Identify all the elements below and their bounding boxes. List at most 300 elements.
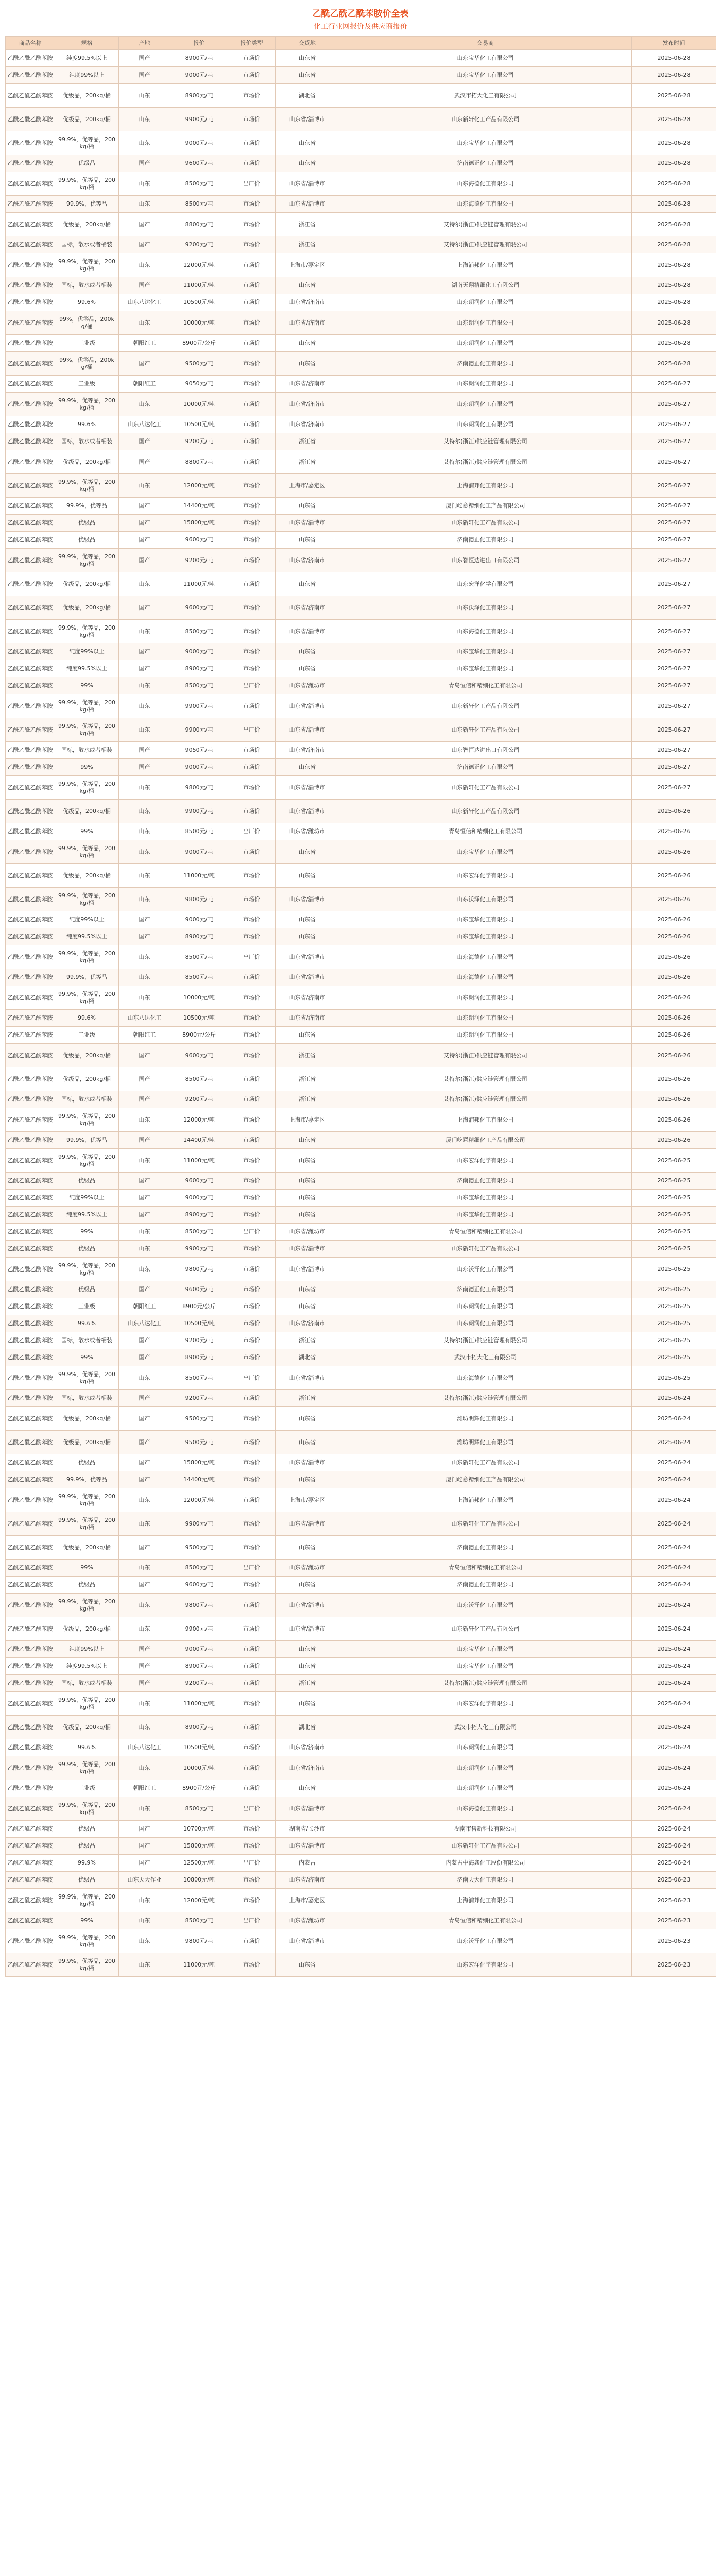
cell-publish-date: 2025-06-26	[632, 1044, 716, 1067]
cell-origin: 国产	[119, 1044, 170, 1067]
cell-publish-date: 2025-06-25	[632, 1332, 716, 1349]
cell-origin: 山东	[119, 1889, 170, 1912]
table-row	[6, 1132, 716, 1149]
cell-price-type: 市场价	[228, 1872, 276, 1889]
table-row	[6, 776, 716, 800]
cell-price: 12000元/吨	[170, 1889, 228, 1912]
cell-delivery-place: 山东省/济南市	[276, 416, 339, 433]
cell-delivery-place: 山东省/淄博市	[276, 694, 339, 718]
cell-publish-date: 2025-06-25	[632, 1173, 716, 1190]
cell-publish-date: 2025-06-24	[632, 1658, 716, 1675]
cell-price: 8900元/吨	[170, 1349, 228, 1366]
cell-price-type: 市场价	[228, 928, 276, 945]
cell-spec: 99.9%，优等品，200kg/桶	[55, 1258, 119, 1281]
cell-spec: 99.9%，优等品，200kg/桶	[55, 1797, 119, 1821]
cell-publish-date: 2025-06-26	[632, 928, 716, 945]
cell-dealer: 厦门屹意精细化工产品有限公司	[339, 498, 632, 515]
table-row	[6, 1780, 716, 1797]
cell-product-name: 乙酰乙酰乙酰苯胺	[6, 236, 55, 253]
cell-publish-date: 2025-06-28	[632, 253, 716, 277]
cell-delivery-place: 山东省/济南市	[276, 742, 339, 759]
cell-price: 9800元/吨	[170, 1929, 228, 1953]
cell-delivery-place: 山东省/济南市	[276, 549, 339, 572]
table-row	[6, 196, 716, 213]
cell-dealer: 山东宝华化工有限公司	[339, 1190, 632, 1207]
cell-origin: 国产	[119, 1349, 170, 1366]
cell-origin: 山东	[119, 1912, 170, 1929]
cell-origin: 山东	[119, 1594, 170, 1617]
cell-product-name: 乙酰乙酰乙酰苯胺	[6, 677, 55, 694]
cell-origin: 国产	[119, 1207, 170, 1224]
cell-origin: 国产	[119, 911, 170, 928]
cell-spec: 优级品，200kg/桶	[55, 1067, 119, 1091]
cell-spec: 99%，优等品，200kg/桶	[55, 352, 119, 376]
cell-dealer: 艾特尔(浙江)供应链管理有限公司	[339, 1675, 632, 1692]
table-row	[6, 1044, 716, 1067]
cell-dealer: 厦门屹意精细化工产品有限公司	[339, 1471, 632, 1488]
cell-origin: 山东八达化工	[119, 294, 170, 311]
cell-product-name: 乙酰乙酰乙酰苯胺	[6, 131, 55, 155]
cell-origin: 山东	[119, 131, 170, 155]
cell-origin: 山东	[119, 823, 170, 840]
cell-publish-date: 2025-06-26	[632, 1067, 716, 1091]
cell-price: 10000元/吨	[170, 311, 228, 335]
cell-price: 11000元/吨	[170, 1953, 228, 1977]
table-row	[6, 1560, 716, 1577]
table-row	[6, 986, 716, 1010]
cell-price-type: 市场价	[228, 1953, 276, 1977]
cell-price-type: 出厂价	[228, 1855, 276, 1872]
cell-price: 9600元/吨	[170, 1173, 228, 1190]
cell-product-name: 乙酰乙酰乙酰苯胺	[6, 1797, 55, 1821]
cell-product-name: 乙酰乙酰乙酰苯胺	[6, 1091, 55, 1108]
cell-delivery-place: 山东省/淄博市	[276, 888, 339, 911]
cell-publish-date: 2025-06-26	[632, 840, 716, 864]
cell-dealer: 山东沃泽化工有限公司	[339, 1594, 632, 1617]
cell-product-name: 乙酰乙酰乙酰苯胺	[6, 1315, 55, 1332]
cell-spec: 纯度99.5%以上	[55, 50, 119, 67]
cell-product-name: 乙酰乙酰乙酰苯胺	[6, 1872, 55, 1889]
cell-price-type: 市场价	[228, 1281, 276, 1298]
cell-price-type: 市场价	[228, 1332, 276, 1349]
cell-delivery-place: 山东省/淄博市	[276, 1512, 339, 1536]
cell-spec: 99.9%，优等品，200kg/桶	[55, 986, 119, 1010]
cell-delivery-place: 山东省	[276, 572, 339, 596]
cell-dealer: 山东朗润化工有限公司	[339, 311, 632, 335]
table-row	[6, 1488, 716, 1512]
cell-price-type: 市场价	[228, 294, 276, 311]
cell-publish-date: 2025-06-27	[632, 474, 716, 498]
cell-price: 10500元/吨	[170, 1010, 228, 1027]
cell-dealer: 济南德正化工有限公司	[339, 1536, 632, 1560]
cell-origin: 国产	[119, 1067, 170, 1091]
cell-price-type: 出厂价	[228, 945, 276, 969]
cell-price-type: 市场价	[228, 643, 276, 660]
cell-origin: 山东	[119, 1366, 170, 1390]
cell-delivery-place: 山东省/淄博市	[276, 776, 339, 800]
cell-publish-date: 2025-06-27	[632, 677, 716, 694]
cell-price: 12000元/吨	[170, 1108, 228, 1132]
table-row	[6, 1431, 716, 1454]
cell-dealer: 济南天大化工有限公司	[339, 1872, 632, 1889]
cell-origin: 山东	[119, 474, 170, 498]
cell-price-type: 市场价	[228, 1390, 276, 1407]
cell-dealer: 湖南天翔精细化工有限公司	[339, 277, 632, 294]
cell-price: 10000元/吨	[170, 986, 228, 1010]
cell-publish-date: 2025-06-25	[632, 1349, 716, 1366]
cell-price: 9200元/吨	[170, 236, 228, 253]
cell-spec: 99.9%，优等品，200kg/桶	[55, 694, 119, 718]
table-row	[6, 311, 716, 335]
table-row	[6, 1091, 716, 1108]
cell-spec: 99%	[55, 1560, 119, 1577]
table-row	[6, 1797, 716, 1821]
cell-price: 10700元/吨	[170, 1821, 228, 1838]
cell-spec: 99.9%，优等品，200kg/桶	[55, 1149, 119, 1173]
cell-publish-date: 2025-06-24	[632, 1797, 716, 1821]
cell-spec: 99.9%，优等品，200kg/桶	[55, 945, 119, 969]
cell-publish-date: 2025-06-27	[632, 718, 716, 742]
table-body	[6, 50, 716, 1977]
cell-delivery-place: 山东省/淄博市	[276, 800, 339, 823]
cell-delivery-place: 山东省	[276, 498, 339, 515]
cell-price: 9000元/吨	[170, 131, 228, 155]
cell-origin: 国产	[119, 643, 170, 660]
cell-dealer: 山东宝华化工有限公司	[339, 1641, 632, 1658]
cell-price-type: 出厂价	[228, 1366, 276, 1390]
cell-price-type: 市场价	[228, 131, 276, 155]
cell-price: 9000元/吨	[170, 759, 228, 776]
cell-price: 8900元/吨	[170, 660, 228, 677]
table-row	[6, 1067, 716, 1091]
table-row	[6, 1332, 716, 1349]
cell-price-type: 出厂价	[228, 1797, 276, 1821]
cell-origin: 山东	[119, 1560, 170, 1577]
table-row	[6, 131, 716, 155]
cell-publish-date: 2025-06-27	[632, 393, 716, 416]
cell-dealer: 山东新轩化工产品有限公司	[339, 776, 632, 800]
cell-dealer: 山东新轩化工产品有限公司	[339, 1617, 632, 1641]
cell-spec: 优级品	[55, 1577, 119, 1594]
cell-spec: 国标，散水或者桶装	[55, 1332, 119, 1349]
cell-price: 8900元/吨	[170, 928, 228, 945]
cell-price-type: 出厂价	[228, 1912, 276, 1929]
cell-dealer: 山东新轩化工产品有限公司	[339, 108, 632, 131]
cell-price: 8500元/吨	[170, 172, 228, 196]
cell-product-name: 乙酰乙酰乙酰苯胺	[6, 172, 55, 196]
table-row	[6, 800, 716, 823]
table-row	[6, 677, 716, 694]
cell-price: 14400元/吨	[170, 1471, 228, 1488]
table-row	[6, 718, 716, 742]
cell-delivery-place: 山东省	[276, 911, 339, 928]
cell-price: 11000元/吨	[170, 572, 228, 596]
cell-product-name: 乙酰乙酰乙酰苯胺	[6, 1281, 55, 1298]
cell-price-type: 市场价	[228, 1780, 276, 1797]
cell-spec: 99.6%	[55, 1010, 119, 1027]
cell-origin: 山东八达化工	[119, 1315, 170, 1332]
cell-origin: 国产	[119, 277, 170, 294]
cell-dealer: 山东宏洋化学有限公司	[339, 1692, 632, 1716]
cell-origin: 山东	[119, 840, 170, 864]
cell-dealer: 上海浦邦化工有限公司	[339, 474, 632, 498]
cell-origin: 国产	[119, 515, 170, 532]
cell-dealer: 山东朗润化工有限公司	[339, 416, 632, 433]
cell-dealer: 济南德正化工有限公司	[339, 1173, 632, 1190]
cell-delivery-place: 上海市/嘉定区	[276, 474, 339, 498]
cell-spec: 纯度99.5%以上	[55, 1207, 119, 1224]
cell-dealer: 青岛恒信和精细化工有限公司	[339, 677, 632, 694]
cell-product-name: 乙酰乙酰乙酰苯胺	[6, 1332, 55, 1349]
cell-price-type: 市场价	[228, 1488, 276, 1512]
cell-spec: 99.9%，优等品，200kg/桶	[55, 1512, 119, 1536]
cell-spec: 优级品	[55, 1454, 119, 1471]
cell-origin: 山东	[119, 694, 170, 718]
cell-price: 8900元/吨	[170, 1207, 228, 1224]
table-row	[6, 660, 716, 677]
cell-delivery-place: 山东省	[276, 1173, 339, 1190]
cell-dealer: 山东宝华化工有限公司	[339, 660, 632, 677]
cell-publish-date: 2025-06-28	[632, 155, 716, 172]
cell-dealer: 山东朗润化工有限公司	[339, 335, 632, 352]
cell-spec: 优级品，200kg/桶	[55, 864, 119, 888]
cell-publish-date: 2025-06-28	[632, 294, 716, 311]
cell-price: 8800元/吨	[170, 450, 228, 474]
cell-spec: 国标，散水或者桶装	[55, 277, 119, 294]
page-title: 乙酰乙酰乙酰苯胺价全表	[312, 9, 409, 19]
cell-price-type: 市场价	[228, 1889, 276, 1912]
cell-spec: 工业级	[55, 376, 119, 393]
cell-publish-date: 2025-06-28	[632, 50, 716, 67]
cell-publish-date: 2025-06-24	[632, 1512, 716, 1536]
cell-delivery-place: 浙江省	[276, 213, 339, 236]
table-row	[6, 1889, 716, 1912]
cell-product-name: 乙酰乙酰乙酰苯胺	[6, 277, 55, 294]
table-row	[6, 474, 716, 498]
cell-price-type: 市场价	[228, 1658, 276, 1675]
cell-origin: 朝阳红工	[119, 1298, 170, 1315]
cell-delivery-place: 山东省/淄博市	[276, 1797, 339, 1821]
cell-publish-date: 2025-06-24	[632, 1739, 716, 1756]
table-row	[6, 1258, 716, 1281]
cell-product-name: 乙酰乙酰乙酰苯胺	[6, 1577, 55, 1594]
cell-product-name: 乙酰乙酰乙酰苯胺	[6, 1953, 55, 1977]
cell-product-name: 乙酰乙酰乙酰苯胺	[6, 67, 55, 84]
table-row	[6, 1010, 716, 1027]
cell-origin: 国产	[119, 50, 170, 67]
cell-dealer: 山东宝华化工有限公司	[339, 840, 632, 864]
cell-spec: 99%	[55, 1349, 119, 1366]
cell-spec: 99.9%，优等品，200kg/桶	[55, 620, 119, 643]
cell-spec: 工业级	[55, 335, 119, 352]
cell-price: 9800元/吨	[170, 1594, 228, 1617]
cell-price: 9500元/吨	[170, 1431, 228, 1454]
cell-price: 9900元/吨	[170, 800, 228, 823]
cell-publish-date: 2025-06-28	[632, 213, 716, 236]
cell-dealer: 山东朗润化工有限公司	[339, 1756, 632, 1780]
cell-spec: 99.9%，优等品，200kg/桶	[55, 1692, 119, 1716]
cell-delivery-place: 山东省	[276, 532, 339, 549]
cell-price-type: 市场价	[228, 108, 276, 131]
cell-dealer: 山东朗润化工有限公司	[339, 986, 632, 1010]
cell-price: 12000元/吨	[170, 253, 228, 277]
cell-product-name: 乙酰乙酰乙酰苯胺	[6, 1739, 55, 1756]
cell-product-name: 乙酰乙酰乙酰苯胺	[6, 742, 55, 759]
cell-spec: 99.9%，优等品，200kg/桶	[55, 1366, 119, 1390]
cell-origin: 山东	[119, 1692, 170, 1716]
cell-spec: 优级品，200kg/桶	[55, 596, 119, 620]
cell-delivery-place: 山东省	[276, 759, 339, 776]
cell-dealer: 山东海德化工有限公司	[339, 196, 632, 213]
cell-product-name: 乙酰乙酰乙酰苯胺	[6, 1889, 55, 1912]
cell-price: 9200元/吨	[170, 433, 228, 450]
cell-origin: 国产	[119, 1190, 170, 1207]
cell-price: 10500元/吨	[170, 416, 228, 433]
cell-price-type: 市场价	[228, 1821, 276, 1838]
cell-price: 14400元/吨	[170, 1132, 228, 1149]
cell-price: 15800元/吨	[170, 1454, 228, 1471]
cell-dealer: 山东新轩化工产品有限公司	[339, 800, 632, 823]
cell-publish-date: 2025-06-24	[632, 1821, 716, 1838]
cell-spec: 优级品，200kg/桶	[55, 1044, 119, 1067]
cell-delivery-place: 山东省	[276, 1658, 339, 1675]
cell-delivery-place: 山东省/潍坊市	[276, 823, 339, 840]
cell-product-name: 乙酰乙酰乙酰苯胺	[6, 1560, 55, 1577]
table-row	[6, 596, 716, 620]
cell-publish-date: 2025-06-23	[632, 1953, 716, 1977]
cell-product-name: 乙酰乙酰乙酰苯胺	[6, 1010, 55, 1027]
cell-spec: 99.9%，优等品	[55, 969, 119, 986]
cell-publish-date: 2025-06-24	[632, 1692, 716, 1716]
cell-delivery-place: 湖北省	[276, 84, 339, 108]
cell-delivery-place: 湖北省	[276, 1716, 339, 1739]
cell-delivery-place: 山东省/济南市	[276, 1315, 339, 1332]
cell-delivery-place: 山东省/济南市	[276, 596, 339, 620]
cell-price: 10500元/吨	[170, 1315, 228, 1332]
cell-dealer: 山东宏洋化学有限公司	[339, 1953, 632, 1977]
cell-price: 15800元/吨	[170, 515, 228, 532]
cell-price: 10500元/吨	[170, 294, 228, 311]
cell-delivery-place: 山东省	[276, 1536, 339, 1560]
cell-delivery-place: 山东省	[276, 277, 339, 294]
cell-spec: 99%	[55, 1224, 119, 1241]
cell-price: 10800元/吨	[170, 1872, 228, 1889]
cell-origin: 山东天大作业	[119, 1872, 170, 1889]
cell-publish-date: 2025-06-25	[632, 1241, 716, 1258]
cell-spec: 优级品，200kg/桶	[55, 450, 119, 474]
cell-price-type: 市场价	[228, 1431, 276, 1454]
column-header-dealer: 交易商	[339, 37, 632, 50]
cell-product-name: 乙酰乙酰乙酰苯胺	[6, 1675, 55, 1692]
cell-publish-date: 2025-06-27	[632, 742, 716, 759]
cell-product-name: 乙酰乙酰乙酰苯胺	[6, 1488, 55, 1512]
cell-publish-date: 2025-06-26	[632, 911, 716, 928]
cell-product-name: 乙酰乙酰乙酰苯胺	[6, 1929, 55, 1953]
cell-origin: 山东	[119, 1617, 170, 1641]
cell-product-name: 乙酰乙酰乙酰苯胺	[6, 823, 55, 840]
cell-price-type: 市场价	[228, 1149, 276, 1173]
table-row	[6, 393, 716, 416]
cell-origin: 山东	[119, 572, 170, 596]
table-row	[6, 945, 716, 969]
cell-product-name: 乙酰乙酰乙酰苯胺	[6, 549, 55, 572]
cell-origin: 国产	[119, 1641, 170, 1658]
cell-product-name: 乙酰乙酰乙酰苯胺	[6, 911, 55, 928]
cell-price: 9900元/吨	[170, 694, 228, 718]
cell-dealer: 山东朗润化工有限公司	[339, 1298, 632, 1315]
table-row	[6, 1298, 716, 1315]
cell-price: 8900元/公斤	[170, 335, 228, 352]
cell-price: 9900元/吨	[170, 1241, 228, 1258]
cell-price: 10000元/吨	[170, 393, 228, 416]
table-row	[6, 823, 716, 840]
cell-publish-date: 2025-06-24	[632, 1536, 716, 1560]
cell-publish-date: 2025-06-27	[632, 376, 716, 393]
cell-publish-date: 2025-06-23	[632, 1872, 716, 1889]
cell-product-name: 乙酰乙酰乙酰苯胺	[6, 694, 55, 718]
cell-product-name: 乙酰乙酰乙酰苯胺	[6, 498, 55, 515]
cell-delivery-place: 山东省	[276, 50, 339, 67]
cell-price-type: 市场价	[228, 572, 276, 596]
cell-publish-date: 2025-06-23	[632, 1929, 716, 1953]
cell-publish-date: 2025-06-24	[632, 1407, 716, 1431]
cell-product-name: 乙酰乙酰乙酰苯胺	[6, 1512, 55, 1536]
cell-price: 8500元/吨	[170, 1912, 228, 1929]
cell-spec: 99.9%，优等品，200kg/桶	[55, 1594, 119, 1617]
cell-delivery-place: 山东省	[276, 1281, 339, 1298]
cell-price-type: 市场价	[228, 1471, 276, 1488]
table-row	[6, 433, 716, 450]
cell-delivery-place: 山东省	[276, 660, 339, 677]
table-row	[6, 572, 716, 596]
cell-product-name: 乙酰乙酰乙酰苯胺	[6, 945, 55, 969]
cell-product-name: 乙酰乙酰乙酰苯胺	[6, 416, 55, 433]
cell-publish-date: 2025-06-25	[632, 1281, 716, 1298]
cell-publish-date: 2025-06-26	[632, 1010, 716, 1027]
cell-origin: 山东	[119, 1241, 170, 1258]
cell-price-type: 市场价	[228, 1641, 276, 1658]
cell-price: 9000元/吨	[170, 840, 228, 864]
cell-publish-date: 2025-06-28	[632, 352, 716, 376]
cell-price-type: 市场价	[228, 277, 276, 294]
cell-spec: 优级品	[55, 532, 119, 549]
cell-origin: 山东	[119, 677, 170, 694]
cell-delivery-place: 山东省/济南市	[276, 376, 339, 393]
column-header-delivery-place: 交货地	[276, 37, 339, 50]
table-row	[6, 1149, 716, 1173]
cell-spec: 国标，散水或者桶装	[55, 1390, 119, 1407]
cell-dealer: 山东宝华化工有限公司	[339, 67, 632, 84]
table-row	[6, 1821, 716, 1838]
cell-publish-date: 2025-06-25	[632, 1298, 716, 1315]
table-row	[6, 1756, 716, 1780]
cell-price: 12500元/吨	[170, 1855, 228, 1872]
cell-price-type: 市场价	[228, 1067, 276, 1091]
cell-publish-date: 2025-06-26	[632, 986, 716, 1010]
cell-delivery-place: 山东省/济南市	[276, 393, 339, 416]
cell-price-type: 市场价	[228, 1617, 276, 1641]
cell-product-name: 乙酰乙酰乙酰苯胺	[6, 532, 55, 549]
cell-price-type: 市场价	[228, 67, 276, 84]
cell-product-name: 乙酰乙酰乙酰苯胺	[6, 1298, 55, 1315]
cell-price-type: 市场价	[228, 532, 276, 549]
table-row	[6, 1641, 716, 1658]
cell-dealer: 济南德正化工有限公司	[339, 352, 632, 376]
cell-price: 10500元/吨	[170, 1739, 228, 1756]
cell-spec: 国标，散水或者桶装	[55, 742, 119, 759]
cell-price-type: 市场价	[228, 1594, 276, 1617]
cell-price-type: 市场价	[228, 1407, 276, 1431]
